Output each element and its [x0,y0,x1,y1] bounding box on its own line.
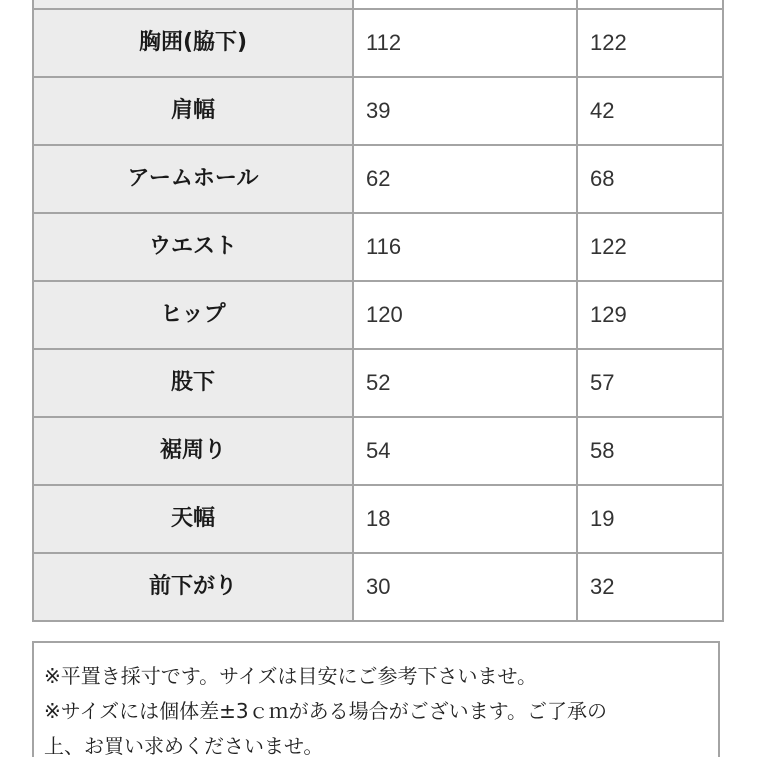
row-label: 前下がり [33,553,353,621]
row-label: 胸囲(脇下) [33,9,353,77]
table-row [33,281,723,349]
size-value-a: 39 [353,77,577,145]
table-row [33,213,723,281]
size-value-b [577,0,723,9]
note-line-1: ※平置き採寸です。サイズは目安にご参考下さいませ。 [44,664,537,688]
size-value-a: 112 [353,9,577,77]
size-value-a: 116 [353,213,577,281]
table-row [33,0,723,9]
row-label: 天幅 [33,485,353,553]
row-label: 裾周り [33,417,353,485]
size-value-b: 129 [577,281,723,349]
table-row [33,77,723,145]
size-value-b: 32 [577,553,723,621]
size-value-b: 57 [577,349,723,417]
row-label [33,0,353,9]
size-value-a: 18 [353,485,577,553]
size-value-b: 58 [577,417,723,485]
size-value-b: 122 [577,213,723,281]
size-value-a [353,0,577,9]
size-value-b: 122 [577,9,723,77]
size-value-b: 19 [577,485,723,553]
row-label: 肩幅 [33,77,353,145]
notes-box [32,641,720,757]
size-value-a: 52 [353,349,577,417]
row-label: 股下 [33,349,353,417]
size-value-b: 68 [577,145,723,213]
size-value-a: 54 [353,417,577,485]
note-line-2: ※サイズには個体差±3ｃｍがある場合がございます。ご了承の [44,699,608,723]
table-row [33,9,723,77]
table-row [33,553,723,621]
row-label: ヒップ [33,281,353,349]
table-row [33,145,723,213]
size-value-a: 62 [353,145,577,213]
size-value-a: 30 [353,553,577,621]
size-value-a: 120 [353,281,577,349]
row-label: ウエスト [33,213,353,281]
table-row [33,349,723,417]
size-table [32,0,724,622]
note-line-3: 上、お買い求めくださいませ。 [44,734,324,757]
table-row [33,485,723,553]
row-label: アームホール [33,145,353,213]
table-row [33,417,723,485]
size-value-b: 42 [577,77,723,145]
